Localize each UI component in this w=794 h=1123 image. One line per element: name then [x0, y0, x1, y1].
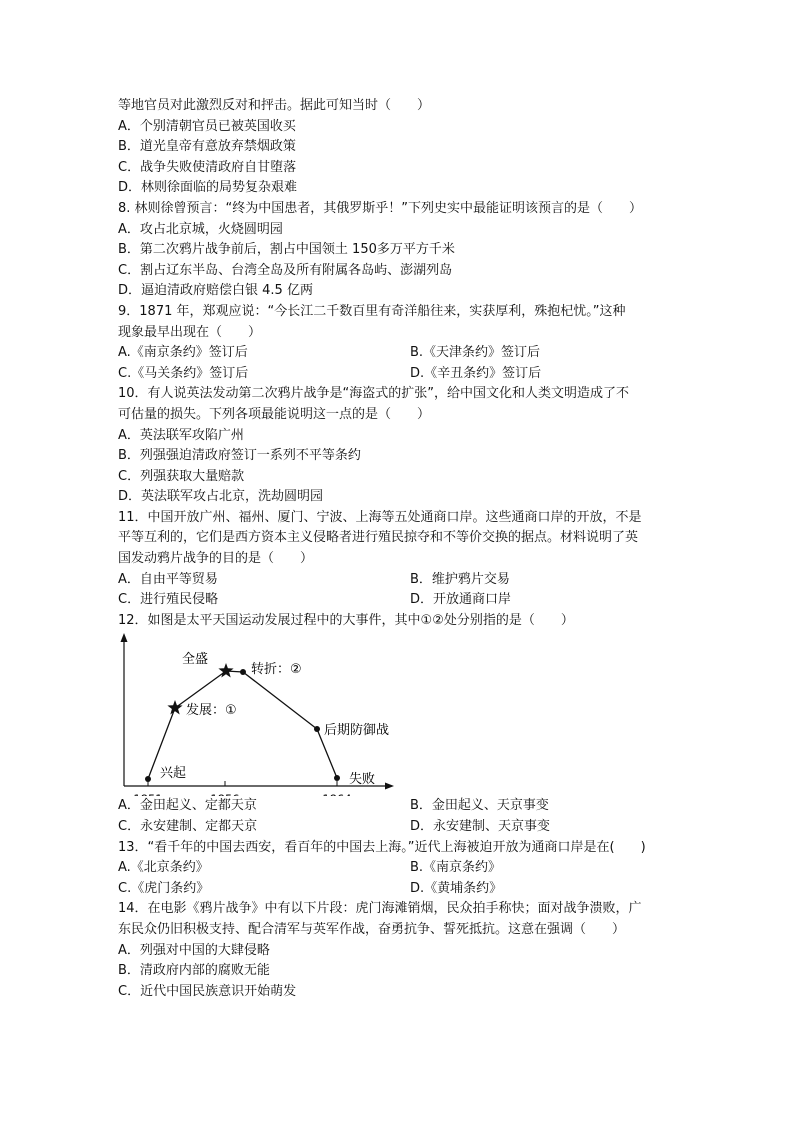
- q14-option-a: A．列强对中国的大肆侵略: [118, 942, 270, 958]
- q7-option-a: A．个别清朝官员已被英国收买: [118, 118, 296, 134]
- q11-stem-line3: 国发动鸦片战争的目的是（ ）: [118, 551, 314, 567]
- q10-option-a: A．英法联军攻陷广州: [118, 427, 244, 443]
- q7-option-c: C．战争失败使清政府自甘堕落: [118, 159, 297, 175]
- q13-option-a: A.《北京条约》: [118, 860, 209, 876]
- q8-option-a: A．攻占北京城，火烧圆明园: [118, 221, 283, 237]
- q12-options-row2: [118, 817, 678, 838]
- q10-option-d: D．英法联军攻占北京，洗劫圆明园: [118, 489, 324, 505]
- q10-stem-line1: 10．有人说英法发动第二次鸦片战争是“海盗式的扩张”，给中国文化和人类文明造成了不: [118, 386, 630, 402]
- q11-option-c: C．进行殖民侵略: [118, 592, 219, 608]
- q7-stem: 等地官员对此激烈反对和抨击。据此可知当时（ ）: [118, 98, 431, 113]
- point-marker: [314, 726, 320, 732]
- q12-option-c: C．永安建制、定都天京: [118, 819, 258, 835]
- q11-stem-line2: 平等互利的，它们是西方资本主义侵略者进行殖民掠夺和不等价交换的据点。材料说明了英: [118, 530, 639, 546]
- taiping-timeline-chart: [118, 631, 678, 796]
- x-tick-label: [322, 792, 351, 796]
- q13-option-b: B.《南京条约》: [410, 860, 502, 876]
- point-marker: [334, 775, 340, 781]
- q11-option-a: A．自由平等贸易: [118, 571, 218, 587]
- q10-stem-line2: 可估量的损失。下列各项最能说明这一点的是（ ）: [118, 406, 431, 422]
- point-label: 后期防御战: [324, 723, 390, 739]
- y-axis-arrow: [121, 633, 128, 642]
- q12-stem: 12．如图是太平天国运动发展过程中的大事件，其中①②处分别指的是（ ）: [118, 612, 574, 628]
- q9-option-c: C.《马关条约》签订后: [118, 365, 249, 381]
- q9-stem-line2: 现象最早出现在（ ）: [118, 324, 262, 340]
- q8-option-c: C．割占辽东半岛、台湾全岛及所有附属各岛屿、澎湖列岛: [118, 262, 453, 278]
- q8-stem: 8. 林则徐曾预言：“终为中国患者，其俄罗斯乎！”下列史实中最能证明该预言的是（ ）: [118, 200, 643, 216]
- q9-options-row2: [118, 364, 678, 385]
- q11-option-d: D．开放通商口岸: [410, 592, 512, 608]
- q11-option-b: B．维护鸦片交易: [410, 571, 510, 587]
- x-axis-arrow: [385, 783, 394, 790]
- q12-option-b: B．金田起义、天京事变: [410, 798, 549, 814]
- point-label: 失败: [349, 772, 376, 788]
- q13-stem: 13．“看千年的中国去西安，看百年的中国去上海。”近代上海被迫开放为通商口岸是在( ): [118, 839, 646, 855]
- star-marker: [167, 700, 182, 715]
- taiping-timeline-svg: [118, 631, 678, 796]
- q13-option-c: C.《虎门条约》: [118, 880, 210, 896]
- q12-option-a: A．金田起义、定都天京: [118, 798, 257, 814]
- q14-stem-line2: 东民众仍旧积极支持、配合清军与英军作战，奋勇抗争、誓死抵抗。这意在强调（ ）: [118, 922, 626, 937]
- q8-option-d: D．逼迫清政府赔偿白银 4.5 亿两: [118, 283, 313, 299]
- q7-option-b: B．道光皇帝有意放弃禁烟政策: [118, 139, 296, 155]
- q11-stem-line1: 11．中国开放广州、福州、厦门、宁波、上海等五处通商口岸。这些通商口岸的开放，不是: [118, 509, 642, 525]
- q7-option-d: D．林则徐面临的局势复杂艰难: [118, 180, 298, 196]
- q12-options-row1: [118, 796, 678, 817]
- q9-options-row1: [118, 343, 678, 364]
- q8-option-b: B．第二次鸦片战争前后，割占中国领土 150多万平方千米: [118, 242, 455, 258]
- point-label: 发展：①: [186, 703, 237, 719]
- x-tick-label: [210, 792, 239, 796]
- point-label: 转折：②: [251, 662, 302, 678]
- q10-option-c: C．列强获取大量赔款: [118, 468, 245, 484]
- q13-options-row1: [118, 858, 678, 879]
- q14-stem-line1: 14．在电影《鸦片战争》中有以下片段：虎门海滩销烟，民众拍手称快；面对战争溃败，广: [118, 901, 642, 917]
- q13-options-row2: [118, 879, 678, 900]
- q9-stem-line1: 9．1871 年，郑观应说：“今长江二千数百里有奇洋船往来，实获厚利，殊抱杞忧。”这种: [118, 303, 626, 319]
- q9-option-a: A.《南京条约》签订后: [118, 345, 248, 361]
- point-marker: [145, 776, 151, 782]
- x-tick-label: [133, 792, 162, 796]
- q12-option-d: D．永安建制、天京事变: [410, 819, 551, 835]
- q9-option-d: D.《辛丑条约》签订后: [410, 365, 542, 381]
- exam-page: [118, 96, 678, 1002]
- q13-option-d: D.《黄埔条约》: [410, 880, 503, 896]
- q10-option-b: B．列强强迫清政府签订一系列不平等条约: [118, 448, 361, 464]
- point-label: 全盛: [182, 652, 209, 668]
- point-marker: [240, 669, 246, 675]
- q14-option-b: B．清政府内部的腐败无能: [118, 963, 270, 979]
- q9-option-b: B.《天津条约》签订后: [410, 345, 541, 361]
- q14-option-c: C．近代中国民族意识开始萌发: [118, 983, 297, 999]
- q11-options-row2: [118, 590, 678, 611]
- trend-line: [148, 671, 337, 782]
- q11-options-row1: [118, 570, 678, 591]
- point-label: 兴起: [160, 766, 187, 782]
